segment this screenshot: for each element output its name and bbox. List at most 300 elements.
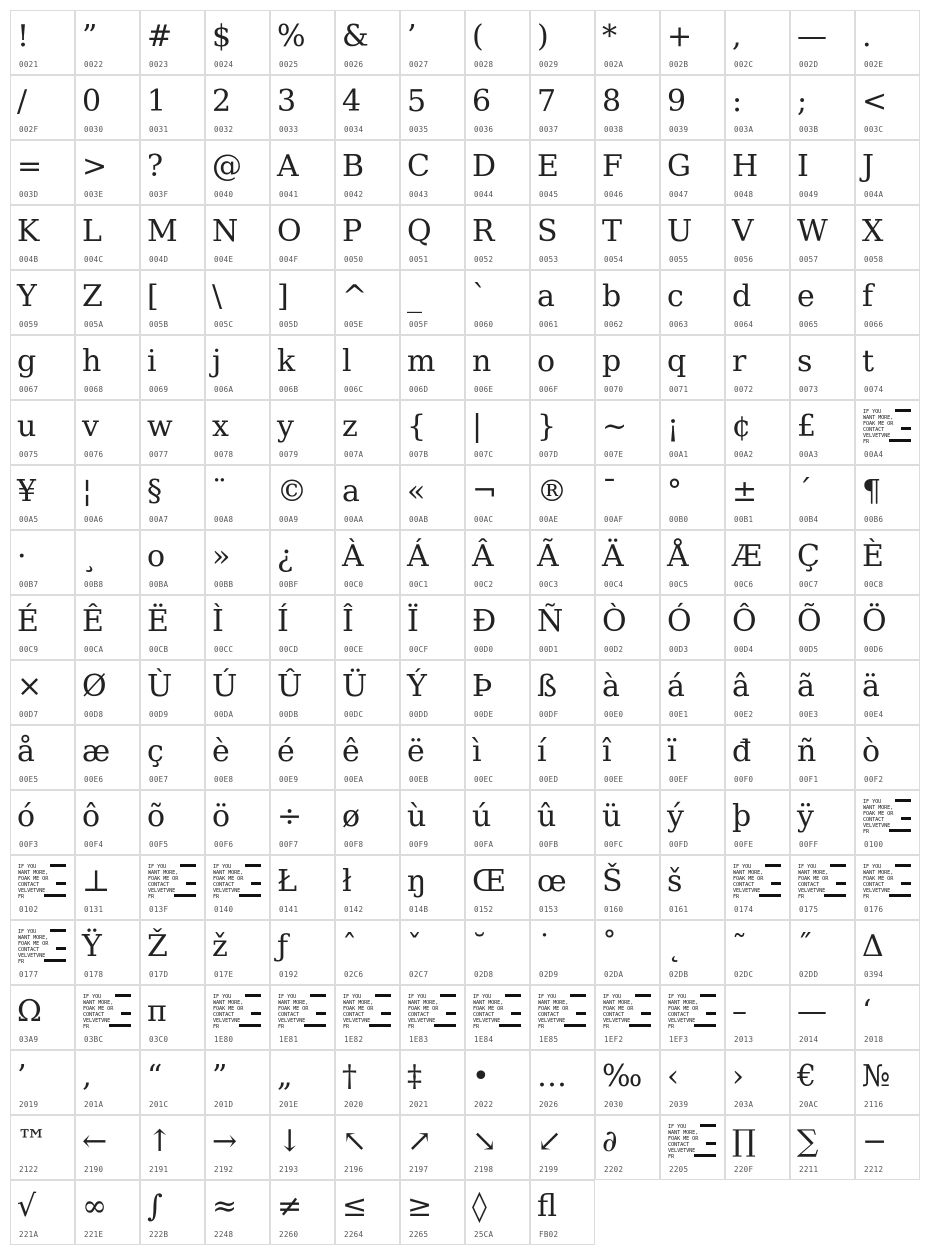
glyph-cell [790,530,855,595]
glyph-char: Ł [277,864,298,899]
missing-glyph-placeholder [863,864,911,898]
glyph-char: № [862,1059,891,1094]
glyph-char: ¨ [212,474,227,509]
placeholder-bar [511,1012,521,1015]
glyph-cell [10,465,75,530]
missing-glyph-placeholder [733,864,781,898]
glyph-char: I [797,149,809,184]
glyph-char: ¸ [82,539,97,574]
glyph-cell [400,140,465,205]
glyph-cell [790,660,855,725]
glyph-code: 20AC [799,1100,819,1109]
glyph-code: 0079 [279,450,299,459]
glyph-cell [595,400,660,465]
glyph-char: k [277,344,296,379]
glyph-cell [465,10,530,75]
glyph-code: 0068 [84,385,104,394]
glyph-code: 2191 [149,1165,169,1174]
glyph-cell [10,790,75,855]
glyph-cell [660,595,725,660]
glyph-code: 0063 [669,320,689,329]
glyph-cell [140,660,205,725]
glyph-cell [10,920,75,985]
glyph-code: 00D4 [734,645,754,654]
glyph-code: 00BA [149,580,169,589]
glyph-code: 25CA [474,1230,494,1239]
glyph-char: ↗ [407,1124,433,1159]
glyph-char: í [537,734,547,769]
glyph-cell [10,205,75,270]
glyph-char: X [862,214,884,249]
placeholder-bar [109,1024,131,1027]
glyph-cell [595,1115,660,1180]
glyph-cell [855,790,920,855]
glyph-cell [75,400,140,465]
glyph-cell [855,205,920,270]
glyph-code: 004A [864,190,884,199]
glyph-code: 02DB [669,970,689,979]
glyph-cell [790,75,855,140]
glyph-code: 004E [214,255,234,264]
missing-glyph-placeholder [473,994,521,1028]
glyph-code: 0057 [799,255,819,264]
glyph-char: Ö [862,604,887,639]
glyph-code: 02DD [799,970,819,979]
glyph-cell [140,595,205,660]
glyph-cell [465,790,530,855]
glyph-cell [270,205,335,270]
glyph-code: 00CD [279,645,299,654]
glyph-code: 00DD [409,710,429,719]
placeholder-bar [186,882,196,885]
glyph-char: − [862,1124,888,1159]
glyph-char: ã [797,669,815,704]
glyph-code: 0075 [19,450,39,459]
glyph-char: ‰ [602,1059,643,1094]
glyph-char: ä [862,669,880,704]
glyph-cell [400,595,465,660]
glyph-cell [10,855,75,920]
glyph-cell [205,140,270,205]
glyph-code: 0023 [149,60,169,69]
placeholder-bar [56,947,66,950]
glyph-cell [400,1180,465,1245]
glyph-cell [205,1180,270,1245]
glyph-char: , [732,19,742,54]
glyph-cell [660,335,725,400]
glyph-code: 02C6 [344,970,364,979]
glyph-cell [75,140,140,205]
placeholder-text: IF YOU WANT MORE, FOAK ME OR CONTACT VELVETVNE FR [213,994,244,1030]
glyph-code: 006E [474,385,494,394]
glyph-char: Ø [82,669,107,704]
glyph-char: ù [407,799,427,834]
glyph-code: 002D [799,60,819,69]
glyph-cell [335,140,400,205]
glyph-cell [10,10,75,75]
glyph-code: 0064 [734,320,754,329]
placeholder-bar [434,1024,456,1027]
glyph-code: 013F [149,905,169,914]
glyph-cell [10,985,75,1050]
glyph-char: ~ [602,409,628,444]
glyph-cell [595,1050,660,1115]
glyph-code: 00FB [539,840,559,849]
glyph-char: N [212,214,239,249]
glyph-char: Õ [797,604,822,639]
glyph-cell [660,10,725,75]
glyph-code: 2122 [19,1165,39,1174]
glyph-code: 02D9 [539,970,559,979]
placeholder-bar [446,1012,456,1015]
glyph-char: ł [342,864,352,899]
glyph-code: 00C3 [539,580,559,589]
glyph-cell [270,335,335,400]
glyph-code: 003C [864,125,884,134]
glyph-char: K [17,214,40,249]
glyph-cell [400,400,465,465]
glyph-char: z [342,409,358,444]
missing-glyph-placeholder [668,994,716,1028]
glyph-cell [400,1050,465,1115]
glyph-code: 0174 [734,905,754,914]
glyph-char: Ò [602,604,627,639]
glyph-code: 007D [539,450,559,459]
glyph-char: 7 [537,84,557,119]
glyph-cell [660,855,725,920]
placeholder-text: IF YOU WANT MORE, FOAK ME OR CONTACT VELVETVNE FR [18,929,49,965]
glyph-char: ì [472,734,482,769]
glyph-char: # [147,19,173,54]
glyph-cell [855,530,920,595]
glyph-char: · [17,539,27,574]
glyph-cell [790,1115,855,1180]
glyph-char: 8 [602,84,622,119]
glyph-code: 00D6 [864,645,884,654]
placeholder-bar [635,994,651,997]
glyph-code: 0028 [474,60,494,69]
glyph-char: ↙ [537,1124,563,1159]
glyph-cell [205,10,270,75]
glyph-cell [400,920,465,985]
glyph-cell [335,205,400,270]
glyph-cell [205,725,270,790]
glyph-code: 00C6 [734,580,754,589]
glyph-code: 2202 [604,1165,624,1174]
glyph-char: 6 [472,84,492,119]
glyph-cell [790,205,855,270]
glyph-char: ≥ [407,1189,433,1224]
glyph-char: ˘ [472,929,487,964]
glyph-char: = [17,149,43,184]
glyph-char: M [147,214,178,249]
glyph-cell [140,10,205,75]
glyph-code: 00FE [734,840,754,849]
glyph-code: 2197 [409,1165,429,1174]
glyph-code: 1E81 [279,1035,299,1044]
placeholder-bar [759,894,781,897]
glyph-cell [335,595,400,660]
glyph-cell [335,465,400,530]
glyph-cell [400,10,465,75]
glyph-cell [595,790,660,855]
glyph-char: x [212,409,229,444]
glyph-cell [855,985,920,1050]
glyph-char: Ù [147,669,173,704]
placeholder-text: IF YOU WANT MORE, FOAK ME OR CONTACT VELVETVNE FR [863,864,894,900]
glyph-code: 0100 [864,840,884,849]
glyph-cell [75,530,140,595]
glyph-cell [335,335,400,400]
glyph-code: 002C [734,60,754,69]
glyph-code: 0131 [84,905,104,914]
glyph-char: Ú [212,669,238,704]
glyph-code: 00BB [214,580,234,589]
glyph-cell [855,725,920,790]
glyph-char: ↑ [147,1124,173,1159]
missing-glyph-placeholder [538,994,586,1028]
glyph-char: „ [277,1059,293,1094]
glyph-char: Δ [862,929,884,964]
glyph-cell [530,725,595,790]
glyph-code: 0049 [799,190,819,199]
glyph-char: † [342,1059,357,1094]
glyph-code: 004F [279,255,299,264]
glyph-cell [660,400,725,465]
glyph-cell [335,400,400,465]
glyph-code: 0060 [474,320,494,329]
glyph-char: $ [212,19,232,54]
glyph-code: 00B8 [84,580,104,589]
glyph-char: û [537,799,557,834]
placeholder-bar [50,929,66,932]
placeholder-bar [369,1024,391,1027]
glyph-code: 2193 [279,1165,299,1174]
glyph-char: ö [212,799,231,834]
glyph-char: ˛ [667,929,682,964]
glyph-cell [465,1115,530,1180]
glyph-cell [205,530,270,595]
glyph-cell [205,400,270,465]
glyph-char: w [147,409,173,444]
glyph-cell [530,335,595,400]
glyph-code: 2020 [344,1100,364,1109]
glyph-cell [530,660,595,725]
glyph-char: ^ [342,279,368,314]
glyph-cell [595,205,660,270]
glyph-cell [530,1180,595,1245]
glyph-char: m [407,344,436,379]
glyph-cell [335,920,400,985]
glyph-cell [855,1050,920,1115]
glyph-char: ÿ [797,799,814,834]
glyph-code: 0178 [84,970,104,979]
glyph-cell [75,1115,140,1180]
glyph-cell [140,465,205,530]
glyph-cell [335,530,400,595]
glyph-code: 0035 [409,125,429,134]
placeholder-text: IF YOU WANT MORE, FOAK ME OR CONTACT VELVETVNE FR [408,994,439,1030]
glyph-char: — [797,994,827,1029]
glyph-char: Đ [472,604,497,639]
placeholder-bar [629,1024,651,1027]
glyph-char: ” [82,19,98,54]
missing-glyph-placeholder [83,994,131,1028]
glyph-code: 00A9 [279,515,299,524]
glyph-char: ç [147,734,164,769]
glyph-char: ? [147,149,164,184]
missing-glyph-placeholder [668,1124,716,1158]
glyph-code: 0078 [214,450,234,459]
glyph-code: 00E8 [214,775,234,784]
glyph-char: á [667,669,685,704]
glyph-code: 002B [669,60,689,69]
glyph-cell [140,140,205,205]
glyph-cell [855,10,920,75]
glyph-char: * [602,19,617,54]
glyph-code: 00B7 [19,580,39,589]
missing-glyph-placeholder [213,864,261,898]
glyph-code: 1E85 [539,1035,559,1044]
glyph-code: 201E [279,1100,299,1109]
glyph-code: 0040 [214,190,234,199]
glyph-code: 0042 [344,190,364,199]
glyph-code: 0033 [279,125,299,134]
glyph-cell [205,660,270,725]
glyph-code: 007A [344,450,364,459]
glyph-char: a [342,474,360,509]
glyph-cell [205,335,270,400]
glyph-code: 0177 [19,970,39,979]
glyph-code: 007C [474,450,494,459]
placeholder-text: IF YOU WANT MORE, FOAK ME OR CONTACT VELVETVNE FR [603,994,634,1030]
glyph-code: 00AC [474,515,494,524]
placeholder-bar [901,427,911,430]
glyph-char: ž [212,929,228,964]
glyph-code: 006A [214,385,234,394]
glyph-code: 2264 [344,1230,364,1239]
glyph-code: 0062 [604,320,624,329]
glyph-code: 2014 [799,1035,819,1044]
glyph-code: 00CA [84,645,104,654]
glyph-char: π [147,994,167,1029]
glyph-code: 00EC [474,775,494,784]
glyph-code: 0053 [539,255,559,264]
glyph-char: € [797,1059,817,1094]
glyph-char: £ [797,409,817,444]
missing-glyph-placeholder [343,994,391,1028]
glyph-char: Œ [472,864,507,899]
glyph-cell [660,920,725,985]
glyph-char: [ [147,279,159,314]
placeholder-bar [700,1124,716,1127]
glyph-char: â [732,669,750,704]
glyph-char: ŋ [407,864,427,899]
glyph-code: 0076 [84,450,104,459]
missing-glyph-placeholder [863,409,911,443]
glyph-cell [660,75,725,140]
glyph-code: 00F8 [344,840,364,849]
placeholder-bar [499,1024,521,1027]
glyph-char: … [537,1059,567,1094]
glyph-cell [75,920,140,985]
glyph-char: F [602,149,623,184]
glyph-code: 2196 [344,1165,364,1174]
glyph-char: ± [732,474,758,509]
glyph-code: 002F [19,125,39,134]
missing-glyph-placeholder [213,994,261,1028]
glyph-char: ÷ [277,799,303,834]
glyph-char: Á [407,539,429,574]
glyph-cell [140,1050,205,1115]
glyph-cell [465,920,530,985]
placeholder-bar [895,864,911,867]
placeholder-bar [245,864,261,867]
glyph-char: ’ [407,19,417,54]
glyph-cell [530,920,595,985]
placeholder-bar [505,994,521,997]
glyph-code: 0394 [864,970,884,979]
placeholder-bar [576,1012,586,1015]
glyph-cell [270,140,335,205]
glyph-code: 0072 [734,385,754,394]
glyph-char: ¯ [602,474,617,509]
glyph-char: ‚ [82,1059,92,1094]
glyph-char: U [667,214,693,249]
glyph-cell [595,660,660,725]
glyph-char: • [472,1059,490,1094]
glyph-char: f [862,279,874,314]
glyph-cell [335,855,400,920]
glyph-code: 2013 [734,1035,754,1044]
glyph-code: 00EF [669,775,689,784]
glyph-code: 1E80 [214,1035,234,1044]
glyph-cell [335,270,400,335]
glyph-code: 00AA [344,515,364,524]
placeholder-text: IF YOU WANT MORE, FOAK ME OR CONTACT VELVETVNE FR [343,994,374,1030]
glyph-char: S [537,214,558,249]
glyph-cell [855,660,920,725]
glyph-code: 00A8 [214,515,234,524]
glyph-code: 0052 [474,255,494,264]
glyph-cell [140,985,205,1050]
glyph-code: 0140 [214,905,234,914]
glyph-code: 00C9 [19,645,39,654]
glyph-code: 0061 [539,320,559,329]
glyph-cell [465,1050,530,1115]
glyph-code: 0067 [19,385,39,394]
glyph-code: 004C [84,255,104,264]
glyph-char: 4 [342,84,362,119]
glyph-char: ( [472,19,484,54]
glyph-code: 2190 [84,1165,104,1174]
glyph-code: 221E [84,1230,104,1239]
glyph-cell [465,465,530,530]
glyph-code: 00AB [409,515,429,524]
glyph-char: Ž [147,929,168,964]
glyph-code: 00FF [799,840,819,849]
placeholder-bar [564,1024,586,1027]
glyph-cell [855,75,920,140]
glyph-cell [660,1050,725,1115]
glyph-char: v [82,409,99,444]
glyph-cell [660,270,725,335]
glyph-cell [725,400,790,465]
glyph-char: ó [17,799,36,834]
glyph-cell [205,920,270,985]
glyph-cell [270,1180,335,1245]
glyph-char: A [277,149,299,184]
